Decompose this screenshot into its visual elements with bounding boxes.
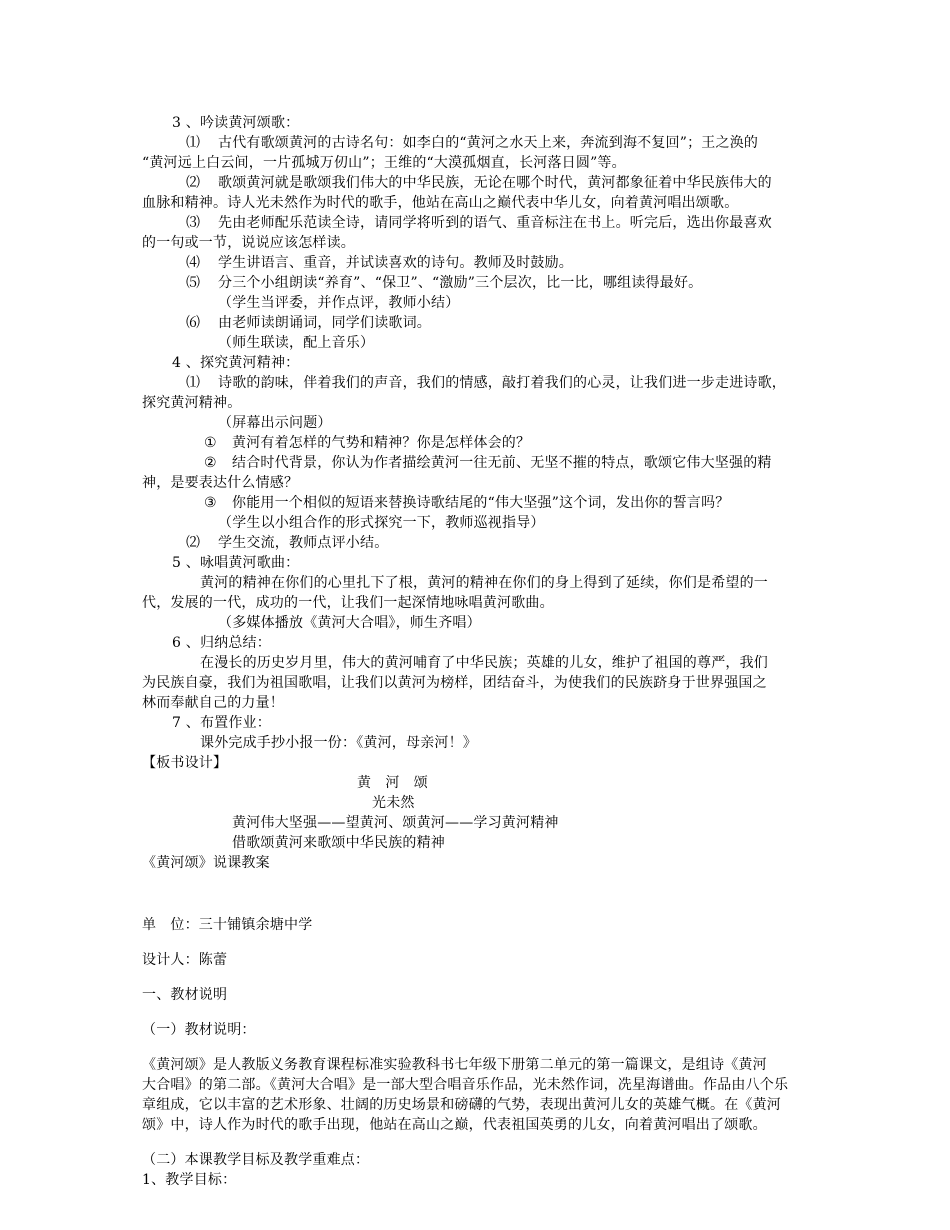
- paragraph-line: 学生讲语言、重音，并试读喜欢的诗句。教师及时鼓励。: [218, 255, 573, 271]
- paragraph-line: 分三个小组朗读“养育”、“保卫”、“激励”三个层次，比一比，哪组读得最好。: [218, 275, 703, 291]
- paragraph-line: 学生交流，教师点评小结。: [218, 535, 389, 551]
- paragraph-line: 由老师读朗诵词，同学们读歌词。: [218, 315, 431, 331]
- paragraph-line: 歌颂黄河就是歌颂我们伟大的中华民族，无论在哪个时代，黄河都象征着中华民族伟大的: [218, 175, 772, 191]
- question-number: ③: [204, 495, 217, 511]
- question-line: 神，是要表达什么情感？: [142, 475, 299, 491]
- part-1-2-heading: （二）本课教学目标及教学重难点：: [142, 1152, 370, 1168]
- paragraph-line: 古代有歌颂黄河的古诗名句：如李白的“黄河之水天上来，奔流到海不复回”；王之涣的: [218, 135, 759, 151]
- section-3-heading: 3 、吟读黄河颂歌：: [172, 115, 300, 131]
- goals-heading: 1、教学目标：: [142, 1172, 237, 1188]
- board-line: 黄河伟大坚强——望黄河、颂黄河——学习黄河精神: [232, 815, 559, 831]
- item-number: ⑹: [186, 315, 201, 331]
- paragraph-line: 课外完成手抄小报一份：《黄河，母亲河！》: [200, 735, 477, 751]
- paragraph-line: 血脉和精神。诗人光未然作为时代的歌手，他站在高山之巅代表中华儿女，向着黄河唱出颂歌。: [142, 195, 739, 211]
- note-line: （师生联读，配上音乐）: [218, 335, 375, 351]
- board-design-heading: 【板书设计】: [142, 755, 228, 771]
- part-1-heading: 一、教材说明: [142, 987, 228, 1003]
- paragraph-line: “黄河远上白云间，一片孤城万仞山”；王维的“大漠孤烟直，长河落日圆”等。: [142, 155, 626, 171]
- item-number: ⑶: [186, 215, 201, 231]
- part-1-subheading: （一）教材说明：: [142, 1022, 256, 1038]
- paragraph-line: 探究黄河精神。: [142, 395, 242, 411]
- item-number: ⑵: [186, 535, 201, 551]
- board-title: 黄 河 颂: [357, 775, 428, 791]
- paragraph-line: 诗歌的韵味，伴着我们的声音，我们的情感，敲打着我们的心灵，让我们进一步走进诗歌，: [218, 375, 786, 391]
- paragraph-line: 为民族自豪，我们为祖国歌唱，让我们以黄河为榜样，团结奋斗，为使我们的民族跻身于世界强国之: [142, 675, 767, 691]
- designer-line: 设计人：陈蕾: [142, 952, 228, 968]
- paragraph-line: 的一句或一节，说说应该怎样读。: [142, 235, 355, 251]
- unit-line: 单 位：三十铺镇余塘中学: [142, 917, 313, 933]
- section-7-heading: 7 、布置作业：: [172, 715, 271, 731]
- board-line: 借歌颂黄河来歌颂中华民族的精神: [232, 835, 445, 851]
- item-number: ⑸: [186, 275, 201, 291]
- paragraph-line: 黄河的精神在你们的心里扎下了根，黄河的精神在你们的身上得到了延续，你们是希望的一: [200, 575, 768, 591]
- paragraph-line: 代，发展的一代，成功的一代，让我们一起深情地咏唱黄河歌曲。: [142, 595, 554, 611]
- section-6-heading: 6 、归纳总结：: [172, 635, 271, 651]
- question-line: 黄河有着怎样的气势和精神？你是怎样体会的？: [232, 435, 531, 451]
- paragraph-line: 林而奉献自己的力量！: [142, 695, 284, 711]
- section-4-heading: 4 、探究黄河精神：: [172, 355, 300, 371]
- item-number: ⑴: [186, 375, 201, 391]
- paragraph-line: 颂》中，诗人作为时代的歌手出现，他站在高山之巅，代表祖国英勇的儿女，向着黄河唱出了颂歌。: [142, 1117, 767, 1133]
- paragraph-line: 大合唱》的第二部。《黄河大合唱》是一部大型合唱音乐作品，光未然作词，冼星海谱曲。作品由八个乐: [142, 1077, 789, 1093]
- item-number: ⑴: [186, 135, 201, 151]
- board-author: 光未然: [372, 795, 415, 811]
- question-line: 你能用一个相似的短语来替换诗歌结尾的“伟大坚强”这个词，发出你的誓言吗？: [232, 495, 730, 511]
- paragraph-line: 在漫长的历史岁月里，伟大的黄河哺育了中华民族；英雄的儿女，维护了祖国的尊严，我们: [200, 655, 768, 671]
- note-line: （学生以小组合作的形式探究一下，教师巡视指导）: [218, 515, 545, 531]
- question-number: ①: [204, 435, 217, 451]
- paragraph-line: 《黄河颂》是人教版义务教育课程标准实验教科书七年级下册第二单元的第一篇课文，是组诗《黄河: [142, 1057, 767, 1073]
- document-title: 《黄河颂》说课教案: [142, 855, 270, 871]
- item-number: ⑷: [186, 255, 201, 271]
- note-line: （多媒体播放《黄河大合唱》，师生齐唱）: [218, 615, 481, 631]
- question-line: 结合时代背景，你认为作者描绘黄河一往无前、无坚不摧的特点，歌颂它伟大坚强的精: [232, 455, 772, 471]
- note-line: （学生当评委，并作点评，教师小结）: [218, 295, 460, 311]
- paragraph-line: 先由老师配乐范读全诗，请同学将听到的语气、重音标注在书上。听完后，选出你最喜欢: [218, 215, 772, 231]
- question-number: ②: [204, 455, 217, 471]
- note-line: （屏幕出示问题）: [218, 415, 332, 431]
- paragraph-line: 章组成，它以丰富的艺术形象、壮阔的历史场景和磅礴的气势，表现出黄河儿女的英雄气概。在《黄河: [142, 1097, 781, 1113]
- section-5-heading: 5 、咏唱黄河歌曲：: [172, 555, 300, 571]
- item-number: ⑵: [186, 175, 201, 191]
